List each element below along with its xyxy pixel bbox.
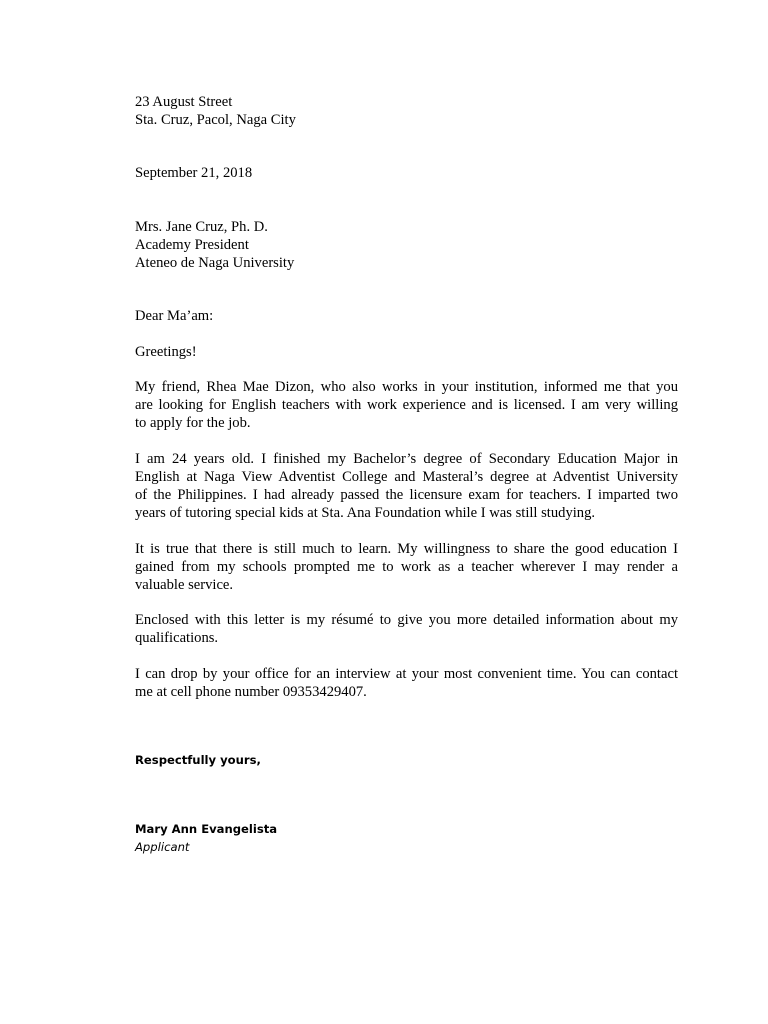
paragraph-line: of the Philippines. I had already passed the licensure exam for teachers. I imparted two [135, 487, 678, 503]
body-paragraph-5 [135, 665, 678, 701]
recipient-name: Mrs. Jane Cruz, Ph. D. [135, 219, 268, 235]
paragraph-line: It is true that there is still much to learn. My willingness to share the good education I [135, 541, 678, 557]
paragraph-line: I am 24 years old. I finished my Bachelor’s degree of Secondary Education Major in [135, 451, 678, 467]
signature-block [135, 820, 678, 856]
closing-text: Respectfully yours, [135, 753, 261, 767]
sender-address [135, 93, 678, 129]
greeting [135, 343, 678, 361]
salutation-text: Dear Ma’am: [135, 308, 214, 324]
recipient-title: Academy President [135, 237, 249, 253]
signature-role: Applicant [135, 840, 190, 854]
date-text: September 21, 2018 [135, 165, 253, 181]
paragraph-line: I can drop by your office for an interview at your most convenient time. You can contact [135, 666, 678, 682]
paragraph-line: My friend, Rhea Mae Dizon, who also works in your institution, informed me that you [135, 379, 678, 395]
sender-address-line2: Sta. Cruz, Pacol, Naga City [135, 112, 296, 128]
body-paragraph-3 [135, 540, 678, 594]
paragraph-line: years of tutoring special kids at Sta. Ana Foundation while I was still studying. [135, 505, 596, 521]
body-paragraph-2 [135, 450, 678, 522]
sender-address-line1: 23 August Street [135, 94, 233, 110]
paragraph-line: qualifications. [135, 630, 219, 646]
greeting-text: Greetings! [135, 344, 197, 360]
recipient-organization: Ateneo de Naga University [135, 255, 295, 271]
signature-name: Mary Ann Evangelista [135, 822, 278, 836]
paragraph-line: to apply for the job. [135, 415, 251, 431]
closing [135, 751, 678, 769]
paragraph-line: valuable service. [135, 577, 234, 593]
paragraph-line: English at Naga View Adventist College and Masteral’s degree at Adventist University [135, 469, 678, 485]
salutation [135, 307, 678, 325]
paragraph-line: me at cell phone number 09353429407. [135, 684, 367, 700]
body-paragraph-4 [135, 611, 678, 647]
paragraph-line: are looking for English teachers with work experience and is licensed. I am very willing [135, 397, 678, 413]
body-paragraph-1 [135, 378, 678, 432]
paragraph-line: gained from my schools prompted me to work as a teacher wherever I may render a [135, 559, 678, 575]
paragraph-line: Enclosed with this letter is my résumé to give you more detailed information about my [135, 612, 678, 628]
letter-date [135, 164, 678, 182]
recipient-block [135, 218, 678, 272]
